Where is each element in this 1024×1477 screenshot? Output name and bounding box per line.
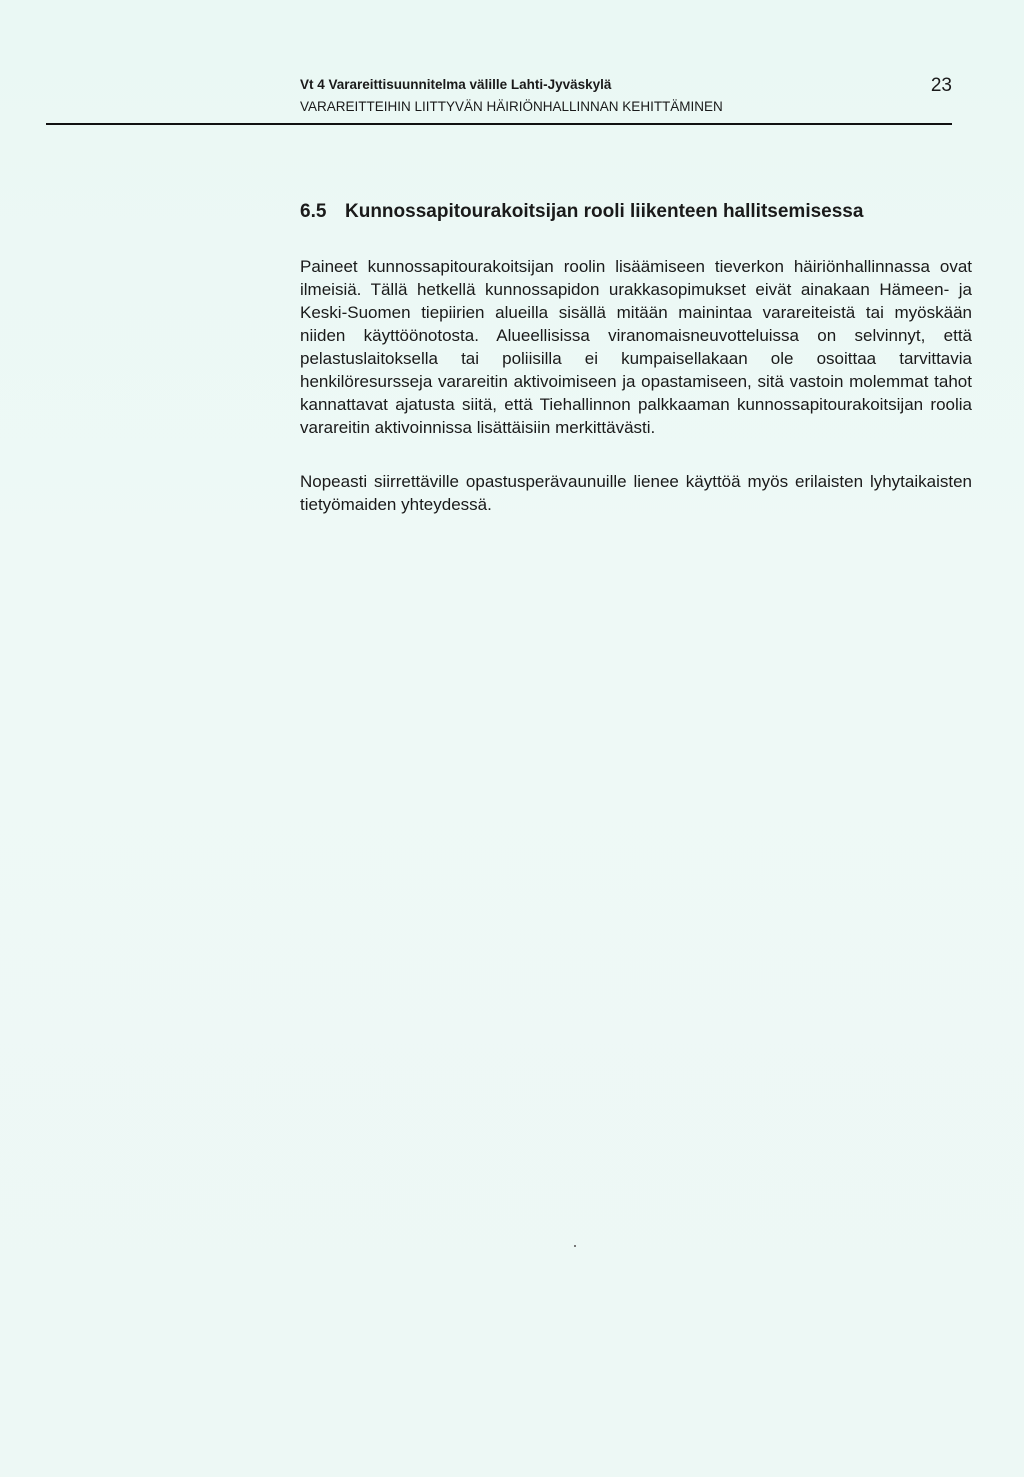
header-title: Vt 4 Varareittisuunnitelma välille Lahti-Jyväskylä — [300, 77, 612, 92]
section-number: 6.5 — [300, 201, 327, 222]
body-paragraph: Nopeasti siirrettäville opastusperävaunuille lienee käyttöä myös erilaisten lyhytaikaisten tietyömaiden yhteydessä. — [300, 472, 972, 514]
header-divider — [46, 123, 952, 125]
header-subtitle: VARAREITTEIHIN LIITTYVÄN HÄIRIÖNHALLINNAN KEHITTÄMINEN — [300, 99, 723, 114]
page-header — [300, 76, 952, 116]
body-paragraph: Paineet kunnossapitourakoitsijan roolin lisäämiseen tieverkon häiriönhallinnassa ovat ilmeisiä. Tällä hetkellä kunnossapidon urakkasopimukset eivät ainakaan Hämeen- ja Keski-Suomen tiepiirien alueilla sisällä mitään mainintaa varareiteistä tai myöskään niiden käyttöönotosta. Alueellisissa viranomaisneuvotteluissa on selvinnyt, että pelastuslaitoksella tai poliisilla ei kumpaisellakaan ole osoittaa tarvittavia henkilöresursseja varareitin aktivoimiseen ja opastamiseen, sitä vastoin molemmat tahot kannattavat ajatusta siitä, että Tiehallinnon palkkaaman kunnossapitourakoitsijan roolia varareitin aktivoinnissa lisättäisiin merkittävästi. — [300, 257, 972, 437]
section-heading — [300, 199, 960, 225]
scan-speck — [574, 1245, 576, 1247]
page-number: 23 — [930, 75, 952, 96]
section-title: Kunnossapitourakoitsijan rooli liikenteen hallitsemisessa — [345, 201, 864, 222]
